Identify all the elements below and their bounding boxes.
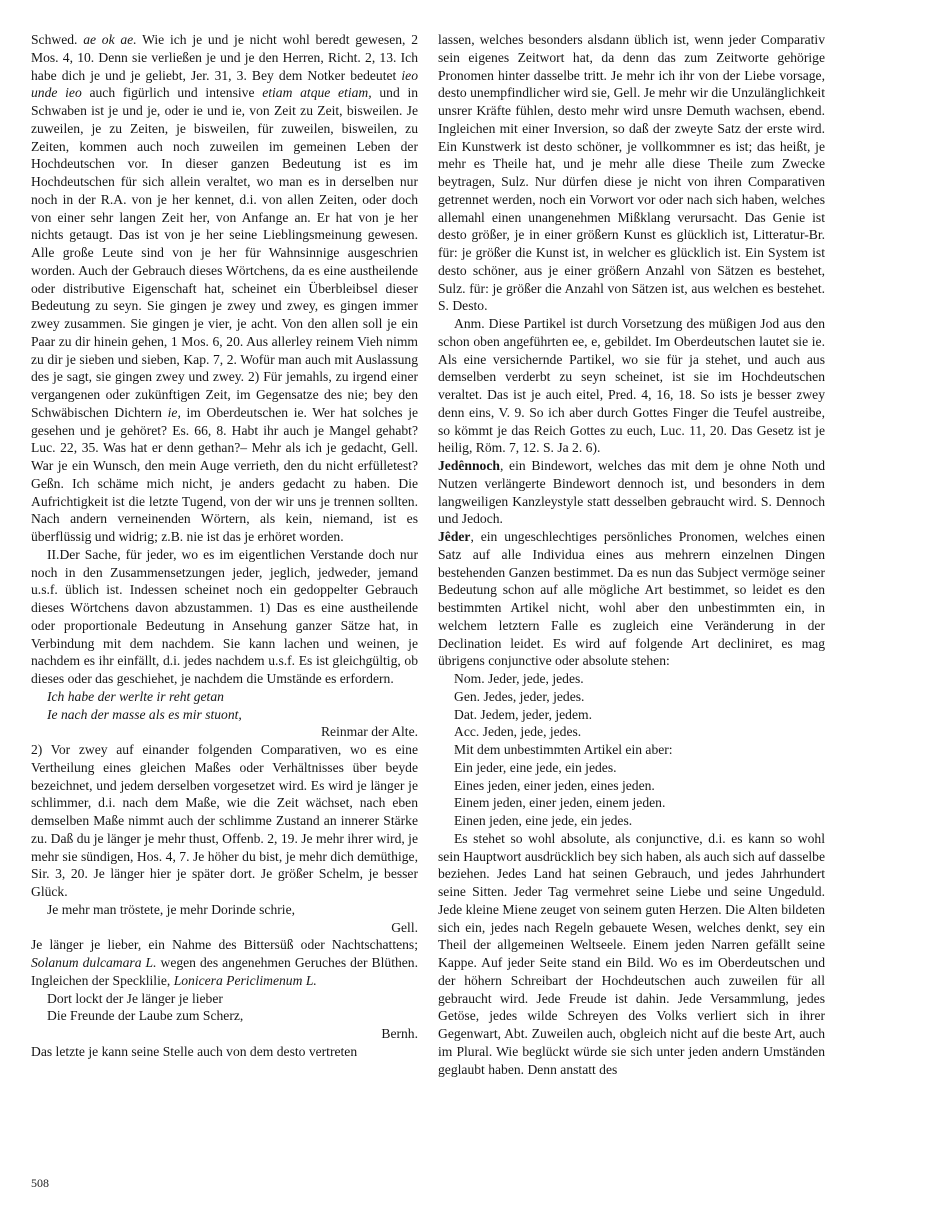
verse-line: Je mehr man tröstete, je mehr Dorinde schrie,: [47, 901, 295, 917]
declension-line: Acc. Jeden, jede, jedes.: [454, 724, 582, 740]
entry-jeder: Jêder, ein ungeschlechtiges persönliches Pronomen, welches einen Satz auf alle Individua eines aus mehrern einzelnen Dingen bestehenden Ganzen bestimmet. Da es nun das Subject vermöge seiner Bedeutung schon auf alle mögliche Art bestimmet, so leidet es den bestimmten Artikel nicht, wohl aber den unbestimmten ein, in welchem letztern Falle es zugleich eine Veränderung in der Declination leidet. Es wird auf folgende Art decliniret, es mag übrigens conjunctive oder absolute stehen:: [438, 529, 825, 669]
declension-line: Dat. Jedem, jeder, jedem.: [454, 706, 592, 722]
declension-line: Einem jeden, einer jeden, einem jeden.: [454, 795, 666, 811]
paragraph-annotation: Anm. Diese Partikel ist durch Vorsetzung des müßigen Jod aus den schon oben angeführten ee, e, gebildet. Im Oberdeutschen lautet sie ie. Als eine versichernde Partikel, wo sie für ja stehet, und auch aus demselben verderbt zu seyn scheinet, ist sie im Hochdeutschen veraltet. Das ist je auch eitel, Pred. 4, 16, 18. So ists je besser zwey denn eins, V. 9. So ich aber durch Gottes Finger die Teufel austreibe, so kömmt je das Reich Gottes zu euch, Luc. 11, 20. Das Gesetz ist je heilig, Röm. 7, 12. S. Ja 2. 6).: [438, 316, 825, 456]
left-column: [31, 31, 418, 1061]
paragraph-je-meanings: Schwed. ae ok ae. Wie ich je und je nicht wohl beredt gewesen, 2 Mos. 4, 10. Denn sie verließen je und je den Herren, Richt. 2, 13. Ich habe dich je und je geliebt, Jer. 31, 3. Bey dem Notker bedeutet ieo unde ieo auch figürlich und intensive etiam atque etiam, und in Schwaben ist je und je, oder ie und ie, von Zeit zu Zeit, bisweilen. Je zuweilen, je zu Zeiten, je bisweilen, für zuweilen, bisweilen, zu Zeiten, kommen auch noch zuweilen im gemeinen Leben der Hochdeutschen vor. In dieser ganzen Bedeutung ist es im Hochdeutschen für sich allein veraltet, wo man es in derselben nur noch in der R.A. von je her kennet, d.i. von allen Zeiten, oder doch von einer sehr langen Zeit her, von Anfange an. Er hat von je her nichts getaugt. Das ist von je her seine Lieblingsmeinung gewesen. Alle große Leute sind von je her für Wahnsinnige ausgeschrien worden. Auch der Gebrauch dieses Wörtchens, da es eine austheilende oder distributive Eigenschaft hat, scheinet ein Überbleibsel dieser Bedeutung zu seyn. Sie gingen je zwey und zwey, es gingen immer zwey zusammen. Sie gingen je vier, je acht. Von den allen soll je ein Paar zu dir hinein gehen, 1 Mos. 6, 20. Aus allerley reinem Vieh nimm zu dir je sieben und sieben, Kap. 7, 2. Wofür man auch mit Auslassung des je sagt, sie gingen zwey und zwey. 2) Für jemahls, zu irgend einer vergangenen oder zukünftigen Zeit, im Gegensatze des nie; bey den Schwäbischen Dichtern ie, im Oberdeutschen ie. Wer hat solches je gesehen und je gehöret? Es. 66, 8. Habt ihr auch je Mangel gehabt? Luc. 22, 35. Was hat er denn gethan?– Mehr als ich je gedacht, Gell. War je ein Wunsch, den mein Auge verrieth, den du nicht erfülletest? Geßn. Ich schäme mich nicht, je anders gedacht zu haben. Die Aufrichtigkeit ist die letzte Tugend, von der wir uns je trennen sollten. Nach andern verneinenden Wörtern, als kein, niemand, ist es überflüssig und widrig; z.B. nie ist das je erhöret worden.: [31, 32, 418, 544]
declension-heading: Mit dem unbestimmten Artikel ein aber:: [454, 742, 673, 757]
entry-headword: Jedênnoch: [438, 458, 500, 473]
paragraph-section-ii: II.Der Sache, für jeder, wo es im eigentlichen Verstande doch nur noch in den Zusammensetzungen jeder, jeglich, jedweder, jemand u.s.f. üblich ist. Indessen scheinet noch ein gedoppelter Gebrauch dieses Wörtchens davon abzustammen. 1) Das es eine austheilende oder proportionale Bedeutung in Ansehung ganzer Sätze hat, in Verbindung mit dem nachdem. Sie kann lachen und weinen, je nachdem es ihr einfällt, d.i. jedes nachdem u.s.f. Es ist gleichgültig, ob dieses oder das geschiehet, je nachdem die Umstände es erfordern.: [31, 546, 418, 686]
paragraph-je-laenger-je-lieber: Je länger je lieber, ein Nahme des Bittersüß oder Nachtschattens; Solanum dulcamara L. wegen des angenehmen Geruches der Blüthen. Ingleichen der Specklilie, Lonicera Periclimenum L.: [31, 937, 418, 988]
verse-line: Die Freunde der Laube zum Scherz,: [47, 1008, 244, 1024]
paragraph-comparatives: 2) Vor zwey auf einander folgenden Comparativen, wo es eine Vertheilung eines gleichen Maßes oder Verhältnisses über beyde bezeichnet, und jedem derselben vorgesetzet wird. Es wird je länger je schlimmer, d.i. nach dem Maße, wie die Zeit wächset, nach eben demselben Maße nimmt auch der schlimme Zustand an innerer Stärke zu. Daß du je länger je mehr thust, Offenb. 2, 19. Je mehr ihrer wird, je mehr sie sündigen, Hos. 4, 7. Je höher du bist, je mehr dich demüthige, Sir. 3, 20. Je länger hier je später dort. Je größer Schelm, je besser Glück.: [31, 742, 418, 899]
verse-line: Dort lockt der Je länger je lieber: [47, 990, 223, 1006]
declension-line: Einen jeden, eine jede, ein jedes.: [454, 813, 633, 828]
entry-headword: Jêder: [438, 529, 471, 544]
verse-line: Ie nach der masse als es mir stuont,: [47, 706, 242, 722]
verse-attribution: Bernh.: [381, 1026, 418, 1041]
verse-attribution: Reinmar der Alte.: [320, 724, 418, 740]
page-number: 508: [31, 1176, 49, 1190]
paragraph-desto-continued: lassen, welches besonders alsdann üblich ist, wenn jeder Comparativ sein eigenes Zeitwort hat, da denn das zum Zeitworte gehörige Pronomen hinter dasselbe tritt. Je mehr ich ihr von der Liebe vorsage, desto unempfindlicher wird sie, Gell. Je mehr wir die Unzulänglichkeit unsrer Kräfte fühlen, desto mehr wird unsre Demuth wachsen, ebend. Ingleichen mit einer Inversion, so daß der zweyte Satz der erste wird. Ein Kunstwerk ist desto schöner, je vollkommner es ist; das heißt, je mehr es Theile hat, und je mehr alle diese Theile zum Zwecke beytragen, Sulz. Nur dürfen diese je nicht von ihren Comparativen getrennet werden, noch ein Vorwort vor oder nach sich haben, welches allemahl einen unangenehmen Mißklang verursacht. Das Genie ist desto größer, je in einer größern Kunst es glücklich ist, Litteratur-Br. für: je größer die Kunst ist, in welcher es glücklich ist. Ein System ist desto schöner, aus je einer größern Anzahl von Sätzen es bestehet, Sulz. für: je größer die Anzahl von Sätzen ist, aus welchen es bestehet. S. Desto.: [438, 32, 825, 314]
verse-attribution: Gell.: [391, 919, 418, 935]
entry-jedennoch: Jedênnoch, ein Bindewort, welches das mit dem je ohne Noth und Nutzen verlängerte Bindewort dennoch ist, und besonders in dem langweiligen Kanzleystyle statt desselben gebraucht wird. S. Dennoch und Jedoch.: [438, 458, 825, 527]
declension-line: Ein jeder, eine jede, ein jedes.: [454, 759, 617, 775]
paragraph-usage: Es stehet so wohl absolute, als conjunctive, d.i. es kann so wohl sein Hauptwort ausdrücklich bey sich haben, als auch sich auf dasselbe beziehen. Jedes Land hat seinen Gebrauch, und jedes Jahrhundert seine Sitten. Jeder Tag vermehret seine Liebe und seine Ungeduld. Jede kleine Miene zeuget von seinem guten Herzen. Die Alten bildeten sich ein, jedes nach Regeln gebauete Wesen, welches denkt, sey ein Theil der allgemeinen Weltseele. Einem jeden Narren gefällt seine Kappe. Auf jeder Seite stand ein Bild. Wo es im Oberdeutschen und der höhern Schreibart der Hochdeutschen auch zuweilen für all gebraucht wird. Jede Freude ist dahin. Jede Versammlung, jedes Getöse, jedes wilde Schreyen des Volks verliert sich in ihrer Gegenwart, Abt. Zuweilen auch, obgleich nicht auf die beste Art, auch im Plural. Wie beglückt würde sie sich unter jeden andern Umständen geglaubt haben. Denn anstatt des: [438, 830, 825, 1077]
declension-line: Gen. Jedes, jeder, jedes.: [454, 688, 585, 704]
paragraph-desto-intro: Das letzte je kann seine Stelle auch von dem desto vertreten: [31, 1043, 358, 1059]
verse-line: Ich habe der werlte ir reht getan: [47, 688, 224, 704]
declension-line: Eines jeden, einer jeden, eines jeden.: [454, 777, 655, 793]
declension-line: Nom. Jeder, jede, jedes.: [454, 671, 584, 686]
right-column: [438, 31, 825, 1078]
